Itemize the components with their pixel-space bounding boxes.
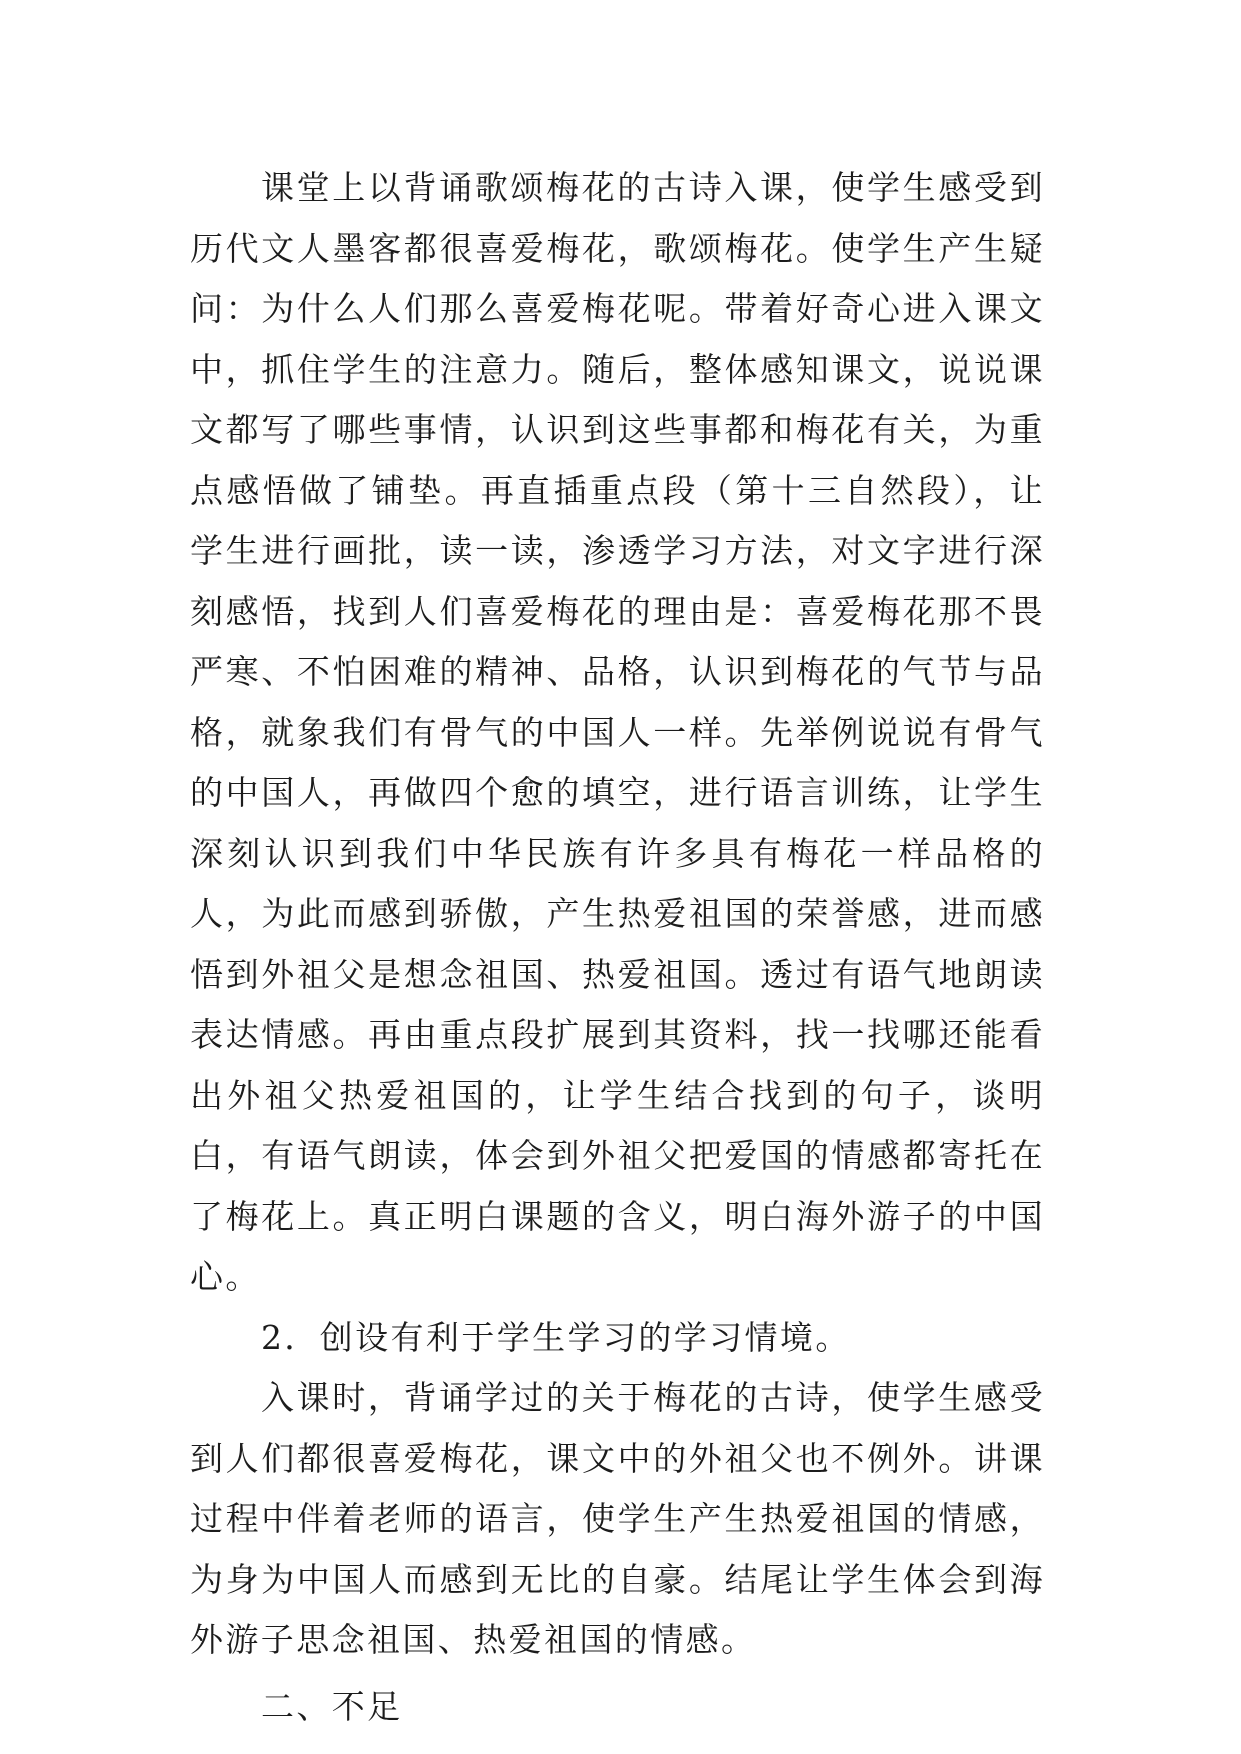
paragraph-subheading-2: 2．创设有利于学生学习的学习情境。 [260,1317,851,1357]
document-body [190,158,1045,1737]
paragraph-teaching-process: 课堂上以背诵歌颂梅花的古诗入课，使学生感受到历代文人墨客都很喜爱梅花，歌颂梅花。使学生产生疑问：为什么人们那么喜爱梅花呢。带着好奇心进入课文中，抓住学生的注意力。随后，整体感知课文，说说课文都写了哪些事情，认识到这些事都和梅花有关，为重点感悟做了铺垫。再直插重点段（第十三自然段），让学生进行画批，读一读，渗透学习方法，对文字进行深刻感悟，找到人们喜爱梅花的理由是：喜爱梅花那不畏严寒、不怕困难的精神、品格，认识到梅花的气节与品格，就象我们有骨气的中国人一样。先举例说说有骨气的中国人，再做四个愈的填空，进行语言训练，让学生深刻认识到我们中华民族有许多具有梅花一样品格的人，为此而感到骄傲，产生热爱祖国的荣誉感，进而感悟到外祖父是想念祖国、热爱祖国。透过有语气地朗读表达情感。再由重点段扩展到其资料，找一找哪还能看出外祖父热爱祖国的，让学生结合找到的句子，谈明白，有语气朗读，体会到外祖父把爱国的情感都寄托在了梅花上。真正明白课题的含义，明白海外游子的中国心。 [190,168,1045,1296]
section-heading-shortcomings: 二、不足 [260,1686,403,1726]
paragraph-learning-situation: 入课时，背诵学过的关于梅花的古诗，使学生感受到人们都很喜爱梅花，课文中的外祖父也不例外。讲课过程中伴着老师的语言，使学生产生热爱祖国的情感，为身为中国人而感到无比的自豪。结尾让学生体会到海外游子思念祖国、热爱祖国的情感。 [190,1378,1045,1659]
